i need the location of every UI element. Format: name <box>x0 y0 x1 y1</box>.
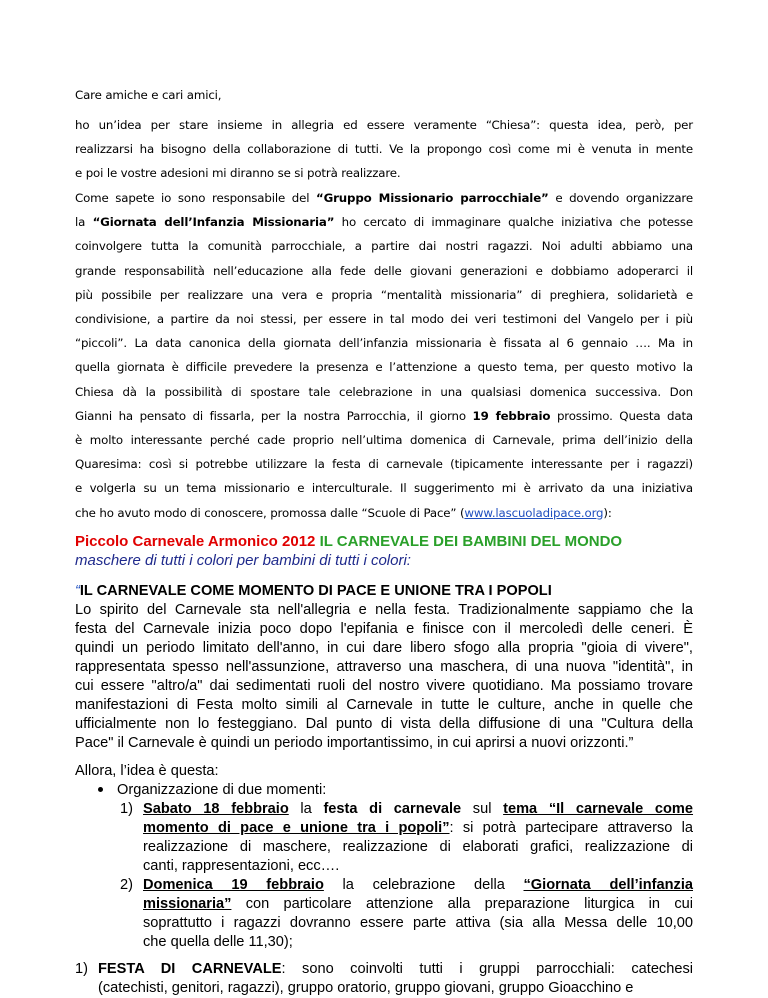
text-line: che ho avuto modo di conoscere, promossa dalle “Scuole di Pace” (www.lascuoladipace.org): <box>75 505 612 520</box>
text-line: Sabato 18 febbraio la festa di carnevale sul tema “Il carnevale come <box>143 801 694 817</box>
text-line: canti, rappresentazioni, ecc…. <box>143 858 340 874</box>
section-carnival <box>98 960 693 998</box>
text-line: manifestazioni di Festa molto simili al Carnevale in tutte le culture, anche in quelle che <box>75 697 693 713</box>
event-title-red: Piccolo Carnevale Armonico 2012 <box>75 533 320 550</box>
idea-intro: Allora, l’idea è questa: <box>75 763 219 779</box>
text-line: rappresentata spesso nell'assunzione, attraverso una maschera, di una nuova "identità", in <box>75 659 693 675</box>
text-line: realizzarsi ha bisogno della collaborazione di tutti. Ve la propongo così come mi è venuta in mente <box>75 142 693 157</box>
text-line: Quaresima: così si potrebbe utilizzare la festa di carnevale (tipicamente interessante per i ragazzi) <box>75 457 693 472</box>
day-name: “Giornata dell’Infanzia Missionaria” <box>92 215 335 230</box>
bullet-icon <box>98 787 103 792</box>
text-line: e poi le vostre adesioni mi diranno se si potrà realizzare. <box>75 166 401 181</box>
date-highlight: 19 febbraio <box>472 408 551 423</box>
quote-block <box>75 582 693 753</box>
quote-title: “IL CARNEVALE COME MOMENTO DI PACE E UNIONE TRA I POPOLI <box>75 583 552 599</box>
text-line: Gianni ha pensato di fissarla, per la nostra Parrocchia, il giorno 19 febbraio prossimo. Questa data <box>75 408 693 423</box>
heading-line <box>75 532 693 551</box>
text-line: Domenica 19 febbraio la celebrazione della “Giornata dell’infanzia <box>143 877 693 893</box>
bullet-item: Organizzazione di due momenti: <box>98 781 688 800</box>
text-line: grande responsabilità nell’educazione alla fede delle giovani generazioni e dobbiamo adoperarci il <box>75 263 693 278</box>
greeting: Care amiche e cari amici, <box>75 88 222 102</box>
text-line: condivisione, a partire da noi stessi, per essere in tal modo dei veri testimoni del Vangelo per i più <box>75 312 693 327</box>
list-item-sunday <box>143 876 693 952</box>
text-line: cui essere "altro/a" dai sedimentati ruoli del nostro vivere quotidiano. Ma possiamo trovare <box>75 678 693 694</box>
text-line: e volgerla su un tema missionario e interculturale. Il suggerimento mi è arrivato da una iniziativa <box>75 481 693 496</box>
text-line: missionaria” con particolare attenzione alla preparazione liturgica in cui <box>143 896 693 912</box>
text-line: soprattutto i ragazzi dovranno essere parte attiva (sia alla Messa delle 10,00 <box>143 915 693 931</box>
text-line: è molto interessante perché cade proprio nell’ultima domenica di Carnevale, prima dell’inizio della <box>75 433 693 448</box>
text-line: FESTA DI CARNEVALE: sono coinvolti tutti i gruppi parrocchiali: catechesi <box>98 961 693 977</box>
list-item-saturday <box>143 800 693 876</box>
section-number: 1) <box>75 961 88 977</box>
list-number: 2) <box>120 877 133 893</box>
text-line: che quella delle 11,30); <box>143 934 293 950</box>
group-name: “Gruppo Missionario parrocchiale” <box>315 191 549 205</box>
text-line: realizzazione di maschere, realizzazione di elaborati grafici, realizzazione di <box>143 839 693 855</box>
text-line: quella giornata è difficile prevedere la presenza e l’attenzione a questo tema, per questo motivo la <box>75 360 693 375</box>
text-line: Chiesa dà la possibilità di spostare tale celebrazione in una qualsiasi domenica successiva. Don <box>75 384 693 399</box>
text-line: momento di pace e unione tra i popoli”: si potrà partecipare attraverso la <box>143 820 694 836</box>
text-line: Pace" il Carnevale è quindi un periodo importantissimo, in cui aprirsi a nuovi orizzonti.” <box>75 735 634 751</box>
open-quote-mark: “ <box>75 583 80 599</box>
text-line: Lo spirito del Carnevale sta nell'allegria e nella festa. Tradizionalmente sappiamo che la <box>75 602 693 618</box>
text-line: (catechisti, genitori, ragazzi), gruppo oratorio, gruppo giovani, gruppo Gioacchino e <box>98 980 634 996</box>
list-number: 1) <box>120 801 133 817</box>
text-line: ho un’idea per stare insieme in allegria ed essere veramente “Chiesa”: questa idea, però, per <box>75 118 693 132</box>
website-link[interactable]: www.lascuoladipace.org <box>464 505 604 520</box>
intro-paragraph <box>75 113 693 186</box>
text-line: “piccoli”. La data canonica della giornata dell’infanzia missionaria è fissata al 6 gennaio …. Ma in <box>75 336 693 351</box>
event-subtitle: maschere di tutti i colori per bambini di tutti i colori: <box>75 552 411 569</box>
text-line: Come sapete io sono responsabile del “Gruppo Missionario parrocchiale” e dovendo organizzare <box>75 191 693 205</box>
event-heading <box>75 532 693 570</box>
text-line: ufficialmente non lo festeggiano. Dal punto di vista della diffusione di una "Cultura della <box>75 716 693 732</box>
text-line: più possibile per realizzare una vera e propria “mentalità missionaria” di preghiera, solidarietà e <box>75 287 693 302</box>
missionary-paragraph <box>75 186 693 525</box>
text-line: coinvolgere tutta la comunità parrocchiale, a partire dai nostri ragazzi. Noi adulti abbiamo una <box>75 239 693 254</box>
text-line: quindi un periodo limitato dell'anno, in cui dare libero sfogo alla propria "gioia di vivere", <box>75 640 693 656</box>
text-line: festa del Carnevale inizia poco dopo l'epifania e finisce con il mercoledì delle ceneri. È <box>75 621 693 637</box>
text-line: la “Giornata dell’Infanzia Missionaria” ho cercato di immaginare qualche iniziativa che potesse <box>75 215 693 230</box>
event-title-green: IL CARNEVALE DEI BAMBINI DEL MONDO <box>319 533 623 550</box>
